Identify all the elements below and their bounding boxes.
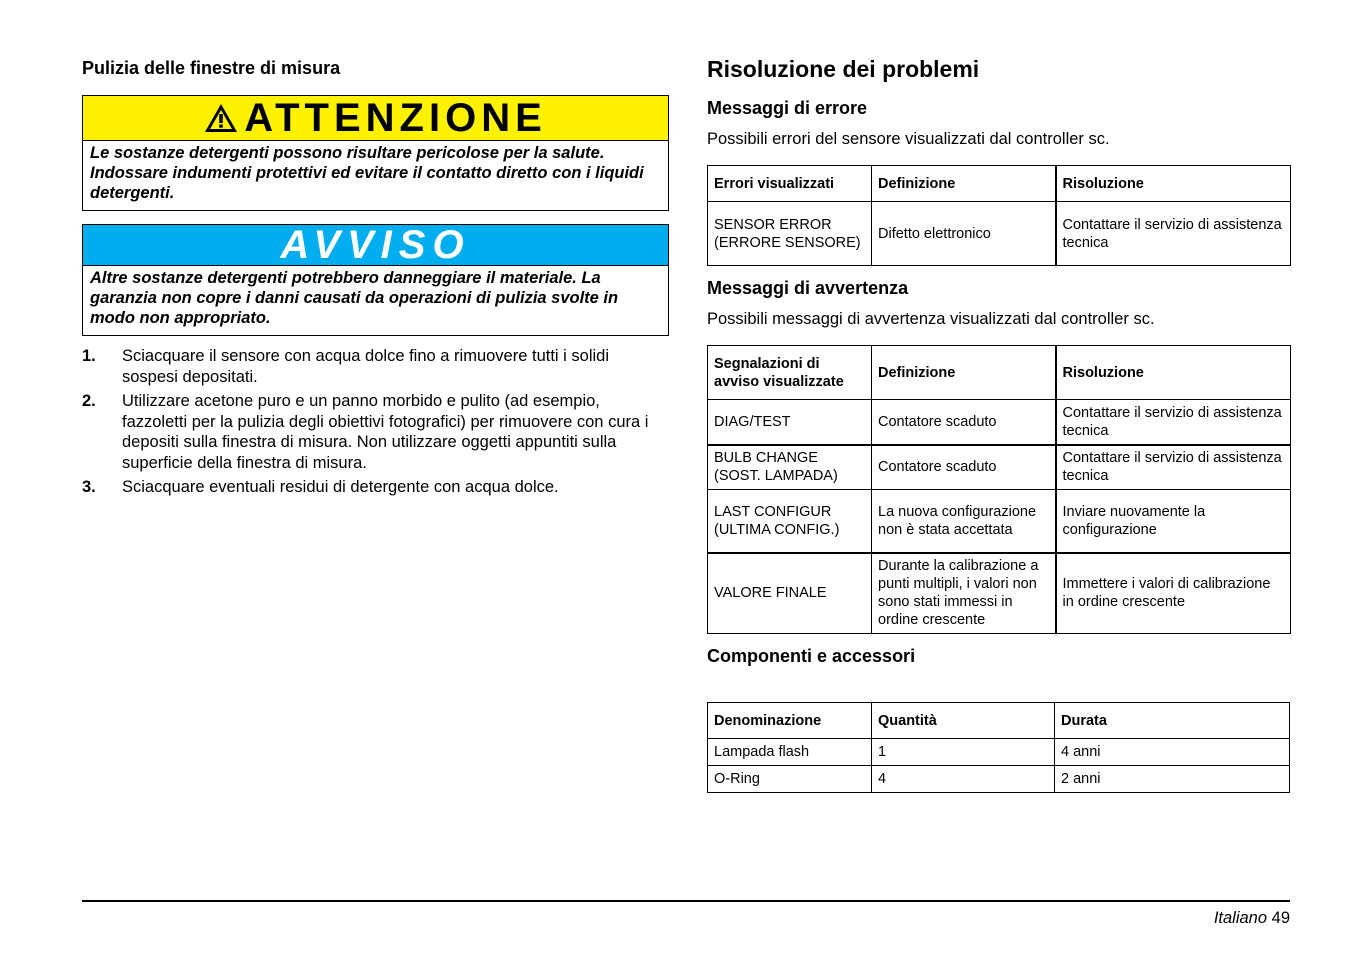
table-header-cell: Definizione — [872, 346, 1056, 400]
step-number: 3. — [82, 478, 96, 496]
errors-table — [707, 165, 1291, 266]
table-header-cell: Risoluzione — [1056, 346, 1291, 400]
list-item — [82, 391, 669, 473]
table-header-cell: Durata — [1055, 703, 1290, 739]
table-cell: SENSOR ERROR (ERRORE SENSORE) — [708, 202, 872, 266]
step-number: 2. — [82, 392, 96, 410]
warnings-intro: Possibili messaggi di avvertenza visualizzati dal controller sc. — [707, 310, 1155, 328]
table-cell: Contatore scaduto — [872, 445, 1056, 490]
section-title: Pulizia delle finestre di misura — [82, 58, 341, 78]
table-row — [708, 400, 1291, 445]
table-row — [708, 766, 1290, 793]
table-header-row — [708, 166, 1291, 202]
table-cell: Lampada flash — [708, 739, 872, 766]
errors-intro: Possibili errori del sensore visualizzati dal controller sc. — [707, 130, 1110, 148]
steps-list — [82, 346, 669, 498]
table-cell: 1 — [872, 739, 1055, 766]
table-header-cell: Quantità — [872, 703, 1055, 739]
page-title: Risoluzione dei problemi — [707, 56, 980, 82]
footer-divider — [82, 900, 1290, 902]
list-item — [82, 346, 669, 387]
table-row — [708, 553, 1291, 634]
table-header-row — [708, 346, 1291, 400]
notice-header — [83, 222, 668, 267]
table-header-row — [708, 703, 1290, 739]
table-cell: BULB CHANGE (SOST. LAMPADA) — [708, 445, 872, 490]
warning-triangle-icon — [204, 103, 238, 133]
table-row — [708, 490, 1291, 553]
warnings-heading: Messaggi di avvertenza — [707, 278, 909, 298]
table-cell: Contattare il servizio di assistenza tecnica — [1056, 445, 1291, 490]
table-cell: Inviare nuovamente la configurazione — [1056, 490, 1291, 553]
table-cell: Contatore scaduto — [872, 400, 1056, 445]
step-text: Sciacquare il sensore con acqua dolce fino a rimuovere tutti i solidi sospesi depositati. — [122, 347, 610, 386]
footer-language: Italiano — [1213, 909, 1268, 927]
table-cell: 4 anni — [1055, 739, 1290, 766]
table-cell: 2 anni — [1055, 766, 1290, 793]
warning-box — [82, 95, 669, 211]
table-cell: VALORE FINALE — [708, 553, 872, 634]
notice-text: Altre sostanze detergenti potrebbero danneggiare il materiale. La garanzia non copre i danni causati da operazioni di pulizia svolte in modo non appropriato. — [90, 269, 619, 327]
table-header-cell: Definizione — [872, 166, 1056, 202]
table-cell: Contattare il servizio di assistenza tecnica — [1056, 202, 1291, 266]
notice-title: AVVISO — [280, 222, 471, 267]
table-cell: La nuova configurazione non è stata accettata — [872, 490, 1056, 553]
page-footer — [1214, 907, 1290, 929]
table-header-cell: Errori visualizzati — [708, 166, 872, 202]
table-header-cell: Risoluzione — [1056, 166, 1291, 202]
table-cell: Contattare il servizio di assistenza tecnica — [1056, 400, 1291, 445]
table-cell: Immettere i valori di calibrazione in ordine crescente — [1056, 553, 1291, 634]
list-item — [82, 477, 669, 498]
left-column — [82, 56, 669, 502]
step-number: 1. — [82, 347, 96, 365]
components-heading: Componenti e accessori — [707, 646, 916, 666]
step-text: Utilizzare acetone puro e un panno morbido e pulito (ad esempio, fazzoletti per la pulizia degli obiettivi fotografici) per rimuovere con cura i depositi sulla finestra di misura. Non utilizzare oggetti appuntiti sulla superficie della finestra di misura. — [122, 392, 649, 472]
warning-text: Le sostanze detergenti possono risultare pericolose per la salute. Indossare indumenti protettivi ed evitare il contatto diretto con i liquidi detergenti. — [90, 144, 644, 202]
errors-heading: Messaggi di errore — [707, 98, 868, 118]
table-cell: Durante la calibrazione a punti multipli, i valori non sono stati immessi in ordine crescente — [872, 553, 1056, 634]
components-table — [707, 702, 1290, 793]
warnings-table — [707, 345, 1291, 634]
notice-box — [82, 224, 669, 336]
table-cell: O-Ring — [708, 766, 872, 793]
table-cell: DIAG/TEST — [708, 400, 872, 445]
table-header-cell: Denominazione — [708, 703, 872, 739]
page-number: 49 — [1271, 909, 1290, 927]
table-row — [708, 202, 1291, 266]
table-header-cell: Segnalazioni di avviso visualizzate — [708, 346, 872, 400]
warning-title: ATTENZIONE — [244, 95, 547, 140]
table-row — [708, 445, 1291, 490]
table-row — [708, 739, 1290, 766]
warning-header — [83, 96, 668, 141]
right-column — [707, 54, 1290, 793]
table-cell: 4 — [872, 766, 1055, 793]
step-text: Sciacquare eventuali residui di detergente con acqua dolce. — [122, 478, 559, 496]
table-cell: Difetto elettronico — [872, 202, 1056, 266]
table-cell: LAST CONFIGUR (ULTIMA CONFIG.) — [708, 490, 872, 553]
